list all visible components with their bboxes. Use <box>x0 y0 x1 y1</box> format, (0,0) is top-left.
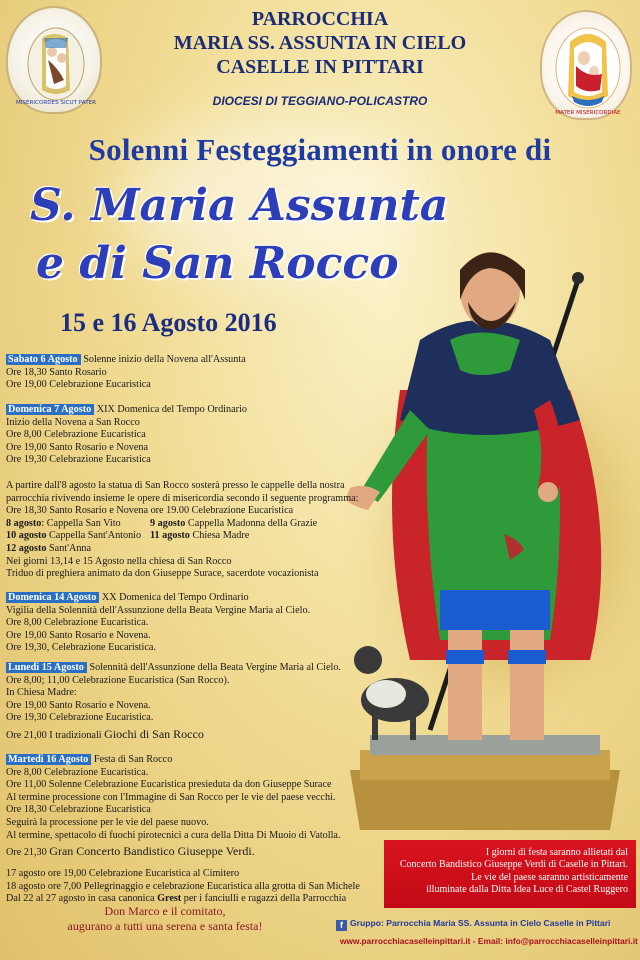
day-highlight: Martedì 16 Agosto <box>6 754 91 765</box>
schedule-domenica-14 <box>6 592 366 655</box>
schedule-line: Ore 21,00 I tradizionali <box>6 729 105 741</box>
chapel-date: 12 agosto <box>6 542 47 554</box>
chapel-name: Chiesa Madre <box>189 530 250 542</box>
website-email: www.parrocchiacaselleinpittari.it - Email: info@parrocchiacaselleinpittari.it <box>340 936 638 946</box>
festival-date: 15 e 16 Agosto 2016 <box>60 308 277 337</box>
greeting-line-1: Don Marco e il comitato, <box>104 904 226 918</box>
parish-label: PARROCCHIA <box>251 8 389 30</box>
chapel-name: Sant'Anna <box>46 542 92 554</box>
facebook-group <box>336 918 636 931</box>
day-highlight: Lunedì 15 Agosto <box>6 662 87 673</box>
schedule-line: Vigilia della Solennità dell'Assunzione della Beata Vergine Maria al Cielo. <box>6 604 311 616</box>
schedule-after <box>6 868 396 906</box>
day-description: XIX Domenica del Tempo Ordinario <box>96 404 247 415</box>
schedule-line: In Chiesa Madre: <box>6 687 77 699</box>
schedule-line: per i fanciulli e ragazzi della Parrocchia <box>181 893 347 905</box>
mater-misericordiae-logo <box>540 10 632 120</box>
schedule-martedi-16 <box>6 754 366 860</box>
schedule-line: Ore 19,00 Celebrazione Eucaristica <box>6 379 151 391</box>
info-line: illuminate dalla Ditta Idea Luce di Castel Ruggero <box>426 884 628 896</box>
schedule-cappelle <box>6 480 366 581</box>
schedule-line: Ore 8,00 Celebrazione Eucaristica. <box>6 617 149 629</box>
chapel-name: Cappella Madonna della Grazie <box>185 517 318 529</box>
info-line: I giorni di festa saranno allietati dal <box>485 847 628 858</box>
schedule-domenica-7 <box>6 404 366 467</box>
day-highlight: Domenica 7 Agosto <box>6 404 94 415</box>
madonna-icon <box>542 12 634 122</box>
schedule-line: Dal 22 al 27 agosto in casa canonica <box>6 893 158 905</box>
schedule-line: Ore 19,00 Santo Rosario e Novena. <box>6 629 151 641</box>
chapel-name: : Cappella San Vito <box>41 517 121 529</box>
chapel-date: 11 agosto <box>150 530 190 542</box>
chapel-date: 9 agosto <box>150 517 186 529</box>
schedule-line: Ore 19,00 Santo Rosario e Novena <box>6 441 149 453</box>
greeting-line-2: augurano a tutti una serena e santa festa! <box>67 919 263 933</box>
day-description: Festa di San Rocco <box>93 754 173 765</box>
day-description: Solenne inizio della Novena all'Assunta <box>83 354 246 365</box>
saint-name-maria: S. Maria Assunta <box>30 180 449 231</box>
saint-name-rocco: e di San Rocco <box>36 238 399 289</box>
schedule-line: Ore 8,00 Celebrazione Eucaristica <box>6 429 146 441</box>
schedule-line: Al termine processione con l'Immagine di San Rocco per le vie del paese vecchi. <box>6 791 336 803</box>
diocese-label: DIOCESI DI TEGGIANO-POLICASTRO <box>212 94 428 108</box>
schedule-line: Seguirà la processione per le vie del paese nuovo. <box>6 816 209 828</box>
parish-town: CASELLE IN PITTARI <box>216 56 424 78</box>
festival-heading: Solenni Festeggiamenti in onore di <box>88 132 552 167</box>
info-red-box <box>384 840 636 908</box>
chapel-date: 8 agosto <box>6 517 42 529</box>
schedule-line: Ore 21,30 <box>6 847 50 859</box>
schedule-line: Ore 19,30 Celebrazione Eucaristica. <box>6 712 154 724</box>
info-line: Concerto Bandistico Giuseppe Verdi di Caselle in Pittari. <box>399 859 628 871</box>
schedule-line: Ore 19,30 Celebrazione Eucaristica <box>6 454 151 466</box>
schedule-line: Al termine, spettacolo di fuochi pirotecnici a cura della Ditta Di Muoio di Vatolla. <box>6 829 341 841</box>
day-description: XX Domenica del Tempo Ordinario <box>101 592 249 603</box>
schedule-line: Ore 11,00 Solenne Celebrazione Eucaristica presieduta da don Giuseppe Surace <box>6 779 332 791</box>
giochi-san-rocco: Giochi di San Rocco <box>104 726 204 741</box>
schedule-line: Ore 19,00 Santo Rosario e Novena. <box>6 699 151 711</box>
schedule-line: 18 agosto ore 7,00 Pellegrinaggio e celebrazione Eucaristica alla grotta di San Michele <box>6 880 360 892</box>
greeting <box>40 904 290 934</box>
parish-name: MARIA SS. ASSUNTA IN CIELO <box>173 32 467 54</box>
jubilee-logo-text: MISERICORDES SICUT PATER <box>15 100 97 106</box>
gran-concerto: Gran Concerto Bandistico Giuseppe Verdi. <box>49 844 255 859</box>
facebook-group-label: Gruppo: Parrocchia Maria SS. Assunta in Cielo Caselle in Pittari <box>350 918 611 928</box>
schedule-line: Ore 8,00 Celebrazione Eucaristica. <box>6 766 149 778</box>
schedule-lunedi-15 <box>6 662 366 743</box>
schedule-line: Nei giorni 13,14 e 15 Agosto nella chiesa di San Rocco <box>6 555 232 567</box>
san-rocco-statue-icon <box>320 230 640 840</box>
facebook-icon: f <box>336 920 347 931</box>
schedule-sabato-6 <box>6 354 366 392</box>
schedule-line: Triduo di preghiera animato da don Giuseppe Surace, sacerdote vocazionista <box>6 568 319 580</box>
info-line: Le vie del paese saranno artisticamente <box>471 871 628 883</box>
schedule-line: Ore 19,30, Celebrazione Eucaristica. <box>6 642 156 654</box>
chapel-name: Cappella Sant'Antonio <box>46 530 142 542</box>
schedule-line: Ore 18,30 Santo Rosario e Novena ore 19.00 Celebrazione Eucaristica <box>6 505 294 517</box>
jubilee-logo <box>6 6 102 114</box>
schedule-line: Ore 8,00; 11,00 Celebrazione Eucaristica (San Rocco). <box>6 674 230 686</box>
day-highlight: Sabato 6 Agosto <box>6 354 81 365</box>
schedule-line: A partire dall'8 agosto la statua di San Rocco sosterà presso le cappelle della nostra <box>6 480 345 491</box>
schedule-line: Inizio della Novena a San Rocco <box>6 416 140 428</box>
schedule-line: parrocchia rivivendo insieme le opere di misericordia secondo il seguente programma: <box>6 492 359 504</box>
day-description: Solennità dell'Assunzione della Beata Vergine Maria al Cielo. <box>89 662 341 673</box>
schedule-line: Ore 18,30 Santo Rosario <box>6 366 107 378</box>
mater-logo-text: MATER MISERICORDIAE <box>555 110 621 116</box>
chapel-date: 10 agosto <box>6 530 47 542</box>
grest-label: Grest <box>157 893 182 905</box>
schedule-line: Ore 18,30 Celebrazione Eucaristica <box>6 804 151 816</box>
schedule-line: 17 agosto ore 19,00 Celebrazione Eucaristica al Cimitero <box>6 868 240 879</box>
day-highlight: Domenica 14 Agosto <box>6 592 99 603</box>
